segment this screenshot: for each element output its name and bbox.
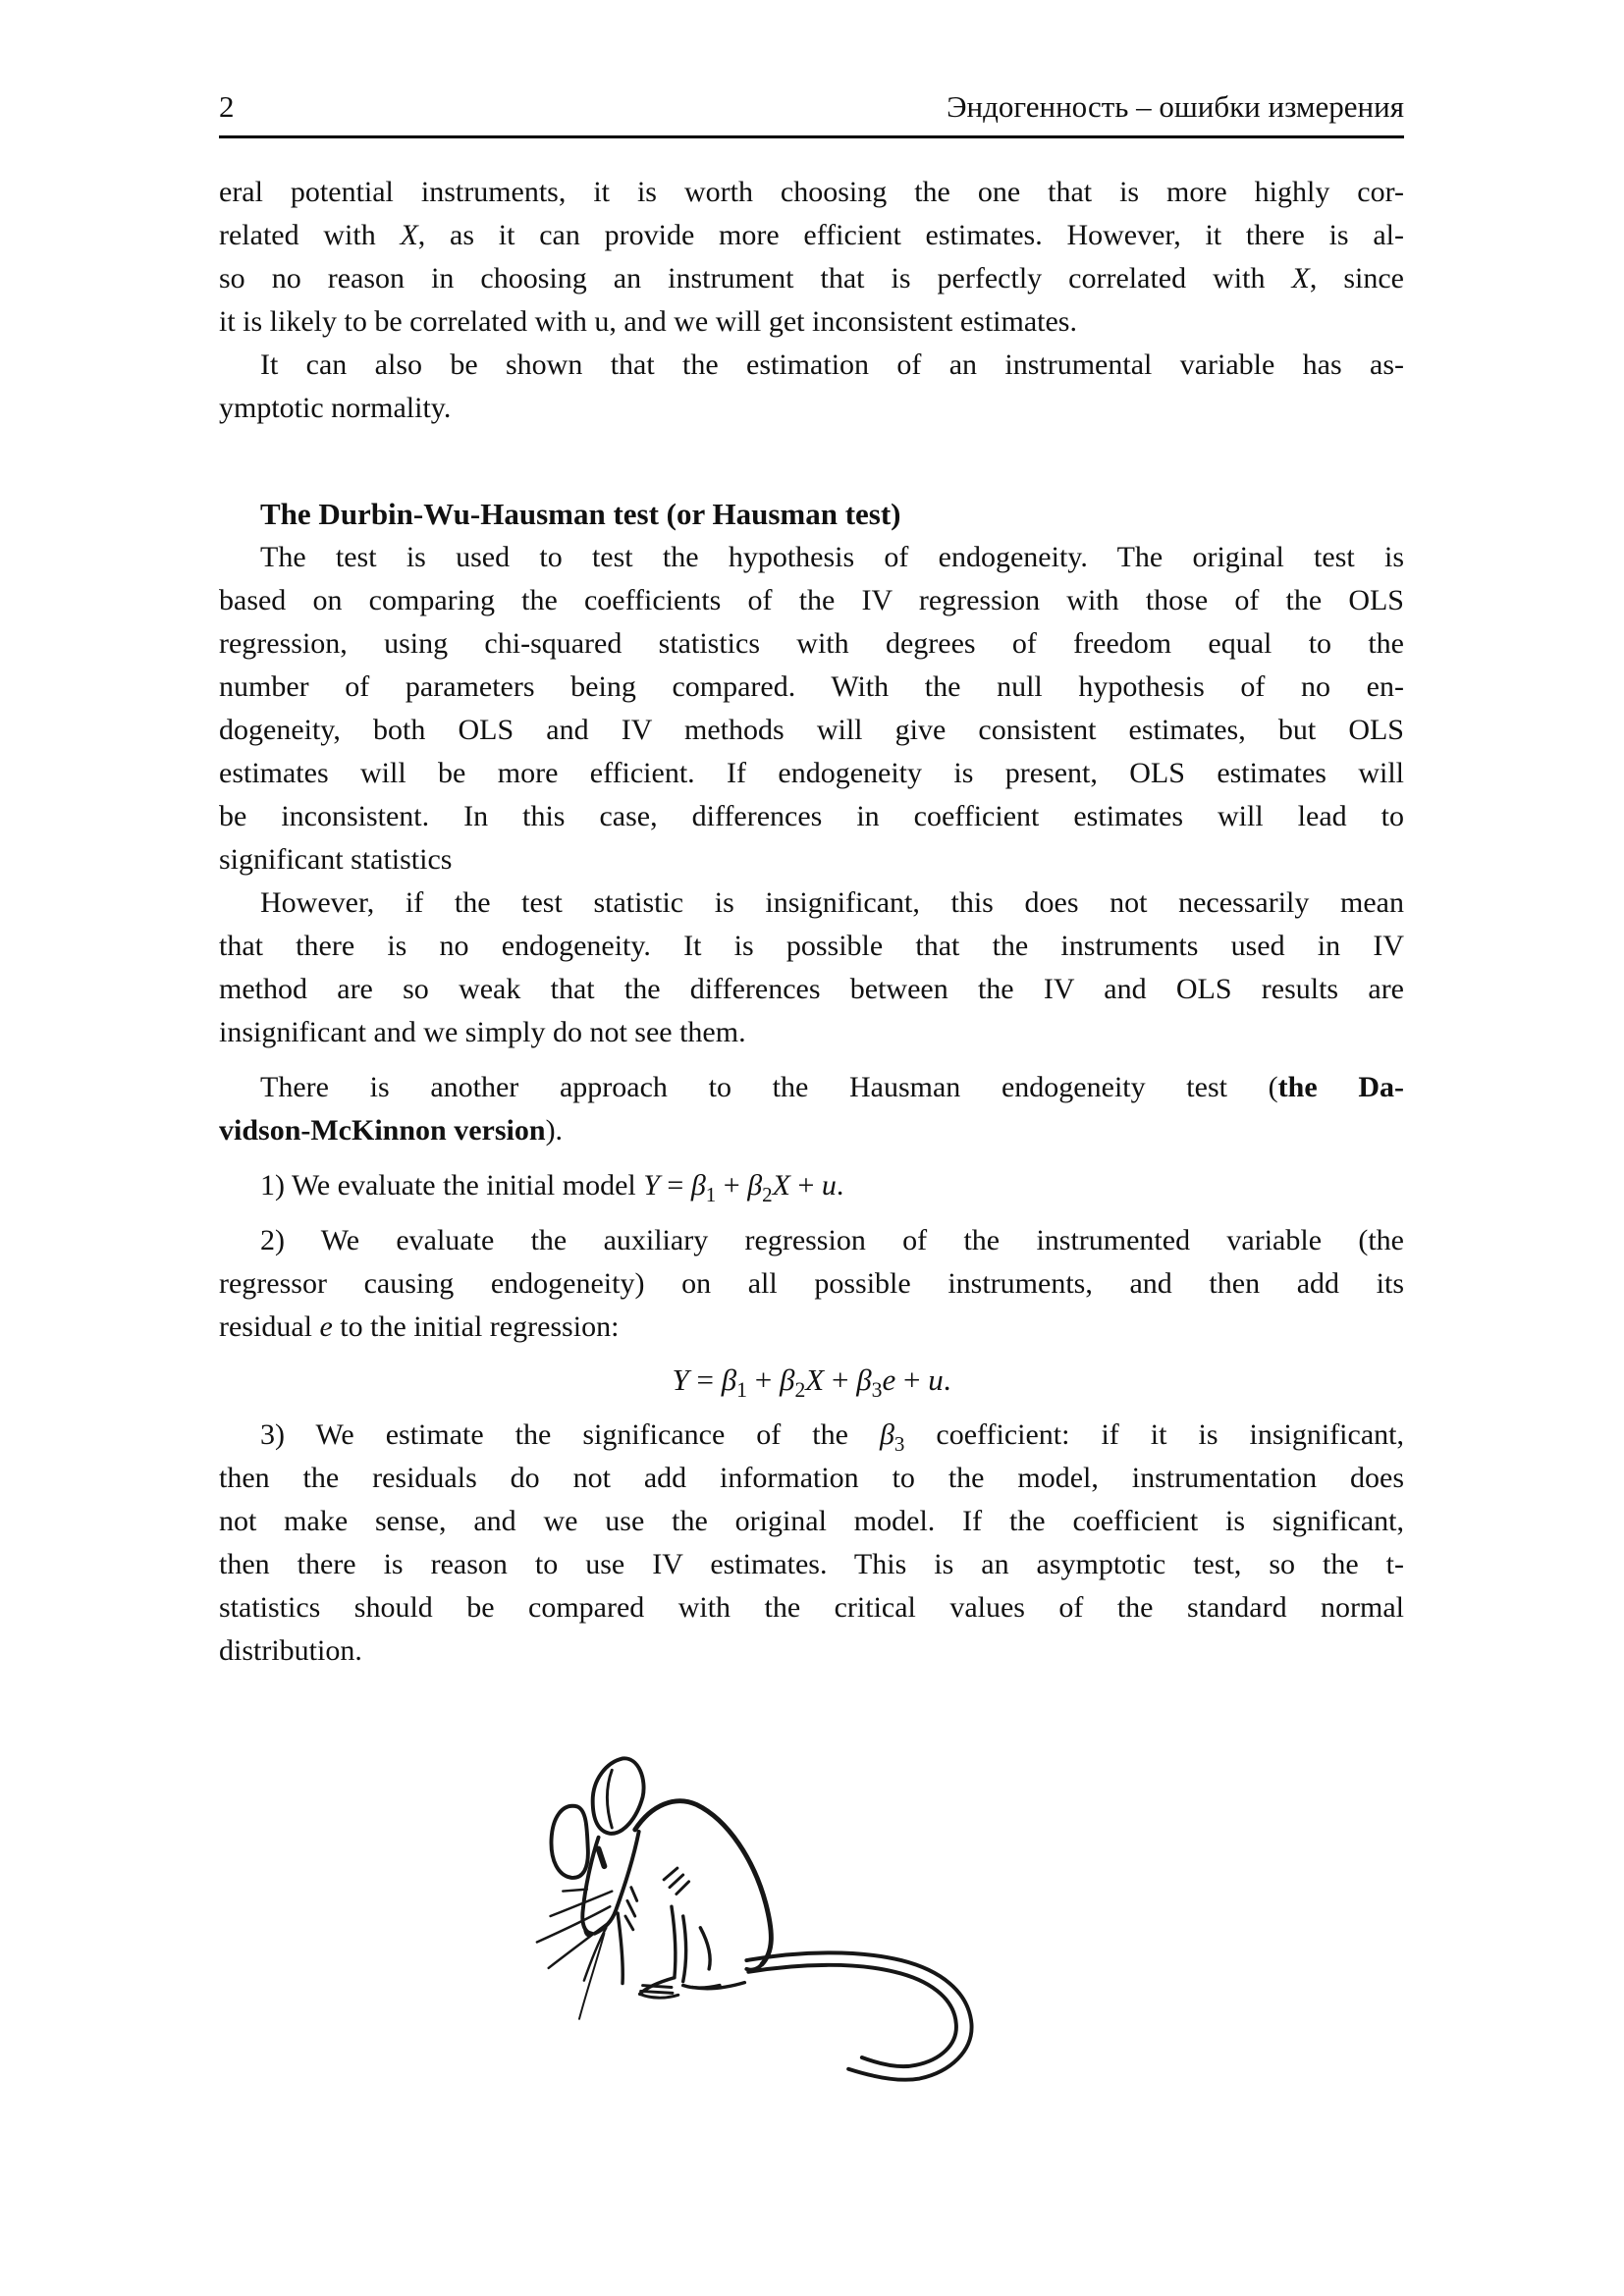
text-line: 1) We evaluate the initial model $Y = \beta_1 + \beta_2X + u$. — [260, 1169, 844, 1206]
text-line: ymptotic normality. — [219, 392, 452, 424]
text-line: eral potential instruments, it is worth choosing the one that is more highly cor- — [219, 176, 1404, 208]
text-line: estimates will be more efficient. If endogeneity is present, OLS estimates will — [219, 757, 1404, 789]
list-item-1 — [219, 1164, 1404, 1207]
text-line: number of parameters being compared. With the null hypothesis of no en- — [219, 670, 1404, 703]
paragraph-continued — [219, 171, 1404, 344]
text-line: The test is used to test the hypothesis of endogeneity. The original test is — [260, 541, 1404, 573]
text-line: statistics should be compared with the critical values of the standard normal — [219, 1591, 1404, 1624]
text-line: residual e to the initial regression: — [219, 1310, 620, 1343]
text-line: However, if the test statistic is insignificant, this does not necessarily mean — [260, 886, 1404, 919]
text-line: then the residuals do not add information to the model, instrumentation does — [219, 1462, 1404, 1494]
page-content — [219, 0, 1404, 2093]
text-line: it is likely to be correlated with u, and we will get inconsistent estimates. — [219, 305, 1077, 338]
text-line: so no reason in choosing an instrument that is perfectly correlated with X, since — [219, 262, 1405, 294]
running-header — [219, 0, 1404, 124]
list-item-3 — [219, 1414, 1404, 1673]
text-line: not make sense, and we use the original model. If the coefficient is significant, — [219, 1505, 1404, 1537]
text-line: be inconsistent. In this case, differences in coefficient estimates will lead to — [219, 800, 1404, 832]
paragraph-however — [219, 881, 1404, 1054]
text-line: significant statistics — [219, 843, 453, 876]
paragraph-davidson-mckinnon — [219, 1066, 1404, 1152]
text-line: vidson-McKinnon version). — [219, 1114, 564, 1147]
header-rule — [219, 135, 1404, 138]
text-line: There is another approach to the Hausman endogeneity test (the Da- — [260, 1071, 1404, 1103]
text-line: 2) We evaluate the auxiliary regression of the instrumented variable (the — [260, 1224, 1404, 1256]
text-line: dogeneity, both OLS and IV methods will give consistent estimates, but OLS — [219, 714, 1404, 746]
text-line: then there is reason to use IV estimates. This is an asymptotic test, so the t- — [219, 1548, 1404, 1580]
equation: $Y = \beta_1 + \beta_2X + \beta_3e + u$. — [672, 1362, 951, 1403]
mouse-line-drawing-svg — [531, 1743, 993, 2093]
section-heading: The Durbin-Wu-Hausman test (or Hausman test) — [260, 497, 901, 531]
text-line: insignificant and we simply do not see them. — [219, 1016, 746, 1048]
text-line: distribution. — [219, 1634, 362, 1667]
text-line: 3) We estimate the significance of the $\beta_3$ coefficient: if it is insignificant, — [260, 1418, 1404, 1456]
paragraph-test-description — [219, 536, 1404, 881]
paragraph-asymptotic — [219, 344, 1404, 430]
list-item-2 — [219, 1219, 1404, 1349]
running-title: Эндогенность – ошибки измерения — [947, 89, 1404, 124]
text-line: regressor causing endogeneity) on all possible instruments, and then add its — [219, 1267, 1404, 1300]
page-number: 2 — [219, 89, 235, 124]
text-line: regression, using chi-squared statistics with degrees of freedom equal to the — [219, 627, 1404, 660]
text-line: method are so weak that the differences between the IV and OLS results are — [219, 973, 1404, 1005]
text-line: based on comparing the coefficients of the IV regression with those of the OLS — [219, 584, 1404, 616]
mouse-illustration — [531, 1743, 993, 2093]
text-line: related with X, as it can provide more efficient estimates. However, it there is al- — [219, 219, 1405, 251]
text-line: It can also be shown that the estimation of an instrumental variable has as- — [260, 348, 1404, 381]
text-line: that there is no endogeneity. It is possible that the instruments used in IV — [219, 930, 1404, 962]
